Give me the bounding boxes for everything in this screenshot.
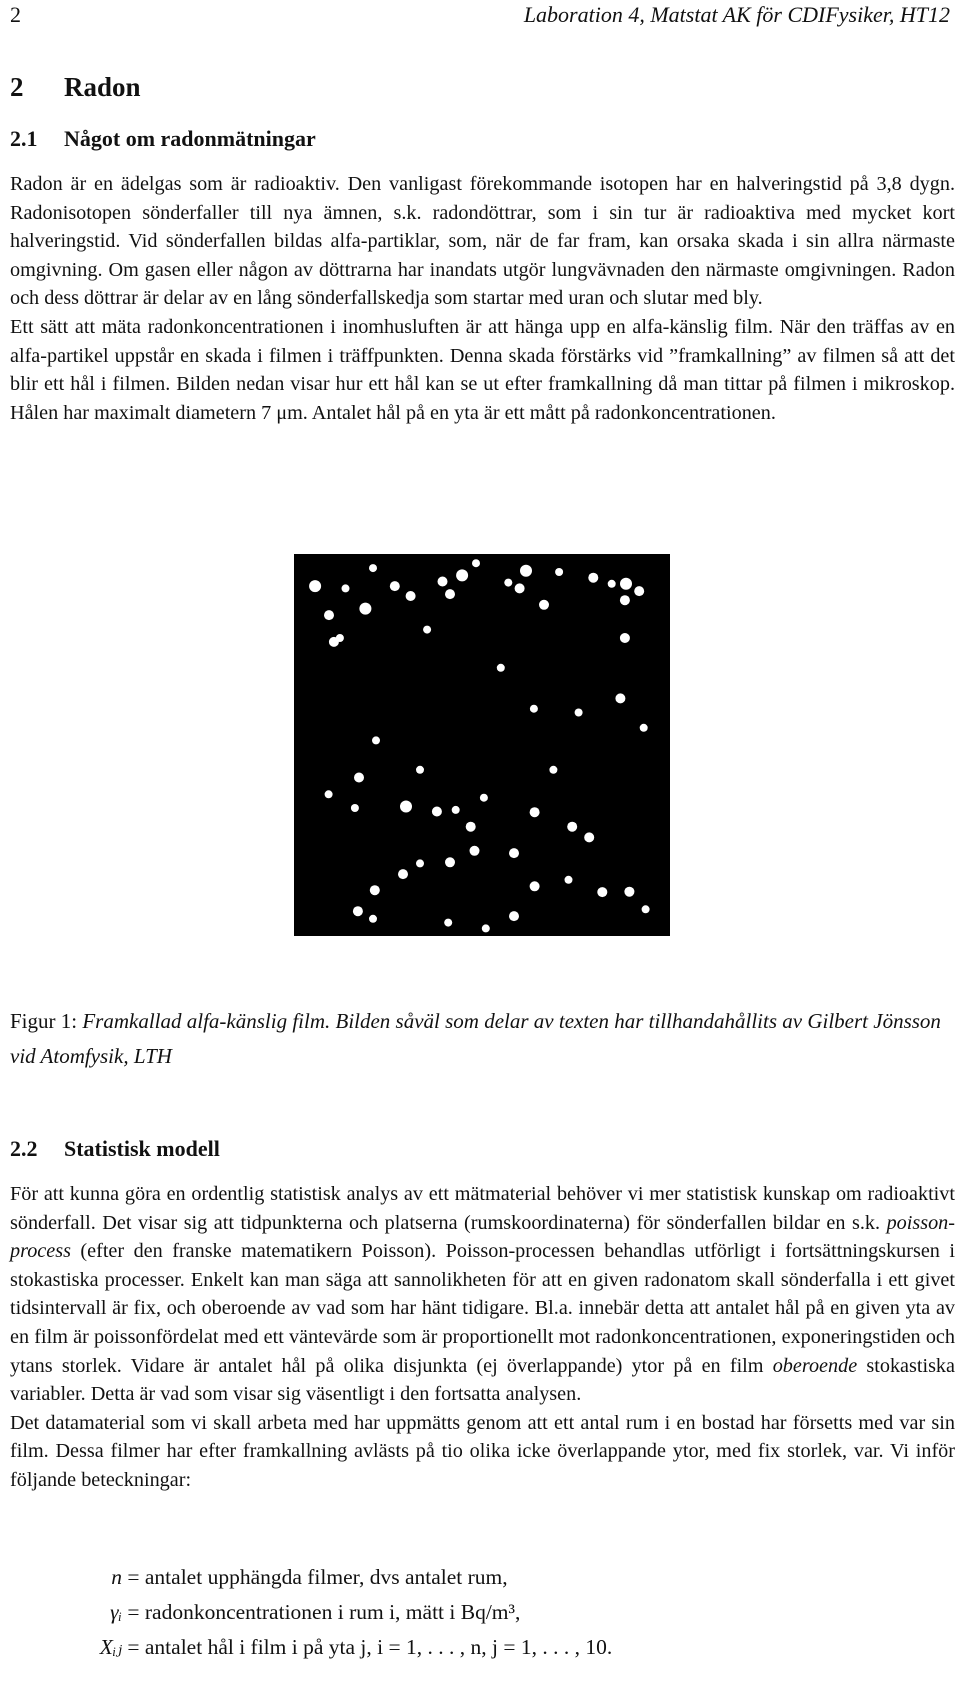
film-hole [597,887,607,897]
notation-definition: antalet upphängda filmer, dvs antalet rum, [144,1565,508,1589]
paragraph: Radon är en ädelgas som är radioaktiv. Den vanligast förekommande isotopen har en halveringstid på 3,8 dygn. Radonisotopen sönderfaller till nya ämnen, s.k. radondöttrar, som i sin tur är radioaktiva med mycket kort halveringstid. Vid sönderfallen bildas alfa-partiklar, som, när de far fram, kan orsaka skada i sin allra närmaste omgivning. Om gasen eller någon av döttrarna har inandats utgör lungvävnaden den närmaste omgivningen. Radon och dess döttrar är delar av en lång sönderfallskedja som startar med uran och slutar med bly. [10,173,955,310]
notation-row [60,1565,508,1590]
subsection-number: 2.1 [10,126,38,151]
film-hole [620,595,630,605]
film-hole [416,766,424,774]
subsection-heading [10,1136,220,1162]
paragraph [10,1180,955,1409]
equals-sign: = [127,1565,140,1589]
film-hole [351,804,359,812]
film-hole [539,600,549,610]
film-hole [615,693,625,703]
film-hole [390,581,400,591]
section-number: 2 [10,72,24,102]
text-run: stokastiska variabler. Detta är vad som visar sig väsentligt i den fortsatta analysen. [10,1354,955,1406]
film-hole [472,559,480,567]
subsection-title: Något om radonmätningar [64,126,316,151]
film-hole [530,881,540,891]
paragraph: Det datamaterial som vi skall arbeta med har uppmätts genom att ett antal rum i en bostad har försetts med var sin film. Dessa filmer har efter framkallning avlästs på tio olika icke överlappande ytor, med fix storlek, var. Vi inför följande beteckningar: [10,1411,955,1491]
film-hole [642,905,650,913]
subsection-number: 2.2 [10,1136,38,1161]
film-hole [309,580,321,592]
film-hole [497,664,505,672]
film-hole [445,857,455,867]
film-hole [624,887,634,897]
film-hole [620,578,632,590]
film-hole [608,580,616,588]
film-hole [588,573,598,583]
film-hole [432,807,442,817]
figure-label: Figur 1: [10,1009,78,1033]
film-hole [336,634,344,642]
section-title: Radon [64,72,141,102]
film-spots [294,554,670,936]
film-hole [515,583,525,593]
figure-caption [10,1004,955,1074]
text-run: (efter den franske matematikern Poisson). Poisson-processen behandlas utförligt i fortsättningskursen i stokastiska processer. Enkelt kan man säga att sannolikheten för att en given radonatom skall sönderfalla i ett givet tidsintervall är fix, och oberoende av vad som har hänt tidigare. Bl.a. innebär detta att antalet hål på en given yta av en film är poissonfördelat med ett väntevärde som är proportionellt mot radonkoncentrationen, exponeringstiden och ytans storlek. Vidare är antalet hål på olika disjunkta (ej överlappande) ytor på en film [10,1240,955,1377]
film-hole [342,584,350,592]
film-hole [634,586,644,596]
film-hole [372,736,380,744]
text-run: För att kunna göra en ordentlig statistisk analys av ett mätmaterial behöver vi mer statistisk kunskap om radioaktivt sönderfall. Det visar sig att tidpunkterna och platserna (rumskoordinaterna) för sönderfallen bildar en s.k. [10,1183,955,1234]
subsection-title: Statistisk modell [64,1136,220,1161]
film-hole [416,859,424,867]
notation-symbol: Xᵢⱼ [99,1635,122,1659]
model-text [10,1180,955,1495]
film-hole [445,589,455,599]
film-hole [565,876,573,884]
film-hole [482,924,490,932]
emphasis-oberoende: oberoende [772,1354,858,1377]
film-hole [520,565,532,577]
notation-symbol: n [111,1565,122,1589]
film-hole [324,610,334,620]
notation-symbol: γᵢ [110,1600,122,1624]
film-hole [452,806,460,814]
film-hole [480,794,488,802]
film-hole [567,822,577,832]
film-hole [549,766,557,774]
film-hole [530,807,540,817]
film-hole [509,911,519,921]
intro-text [10,170,955,427]
film-hole [400,801,412,813]
figure-caption-text: Framkallad alfa-känslig film. Bilden såväl som delar av texten har tillhandahållits av Gilbert Jönsson vid Atomfysik, LTH [10,1009,941,1068]
film-hole [509,848,519,858]
page-number: 2 [10,2,21,27]
film-hole [466,822,476,832]
film-hole [369,915,377,923]
film-hole [456,569,468,581]
film-hole [470,846,480,856]
term-poisson-process: poisson-process [10,1211,955,1263]
film-hole [423,626,431,634]
film-hole [504,579,512,587]
film-hole [353,906,363,916]
film-hole [438,577,448,587]
film-hole [398,869,408,879]
alpha-film-image [294,554,670,936]
film-hole [354,773,364,783]
notation-definition: antalet hål i film i på yta j, i = 1, . . . , n, j = 1, . . . , 10. [144,1635,613,1659]
film-hole [575,709,583,717]
film-hole [555,568,563,576]
film-hole [325,790,333,798]
section-heading [10,72,141,103]
film-hole [530,705,538,713]
equals-sign: = [127,1600,140,1624]
film-hole [640,724,648,732]
film-hole [369,564,377,572]
film-hole [444,919,452,927]
paragraph: Ett sätt att mäta radonkoncentrationen i inomhusluften är att hänga upp en alfa-känslig film. När den träffas av en alfa-partikel uppstår en skada i filmen i träffpunkten. Denna skada förstärks vid ”framkallning” av filmen så att det blir ett hål i filmen. Bilden nedan visar hur ett hål kan se ut efter framkallning då man tittar på filmen i mikroskop. Hålen har maximalt diametern 7 μm. Antalet hål på en yta är ett mått på radonkoncentrationen. [10,315,955,424]
film-hole [406,591,416,601]
running-title: Laboration 4, Matstat AK för CDIFysiker, HT12 [523,2,950,27]
film-hole [584,832,594,842]
subsection-heading [10,126,316,152]
notation-row [60,1600,520,1625]
notation-row [60,1635,612,1660]
notation-definition: radonkoncentrationen i rum i, mätt i Bq/m³, [144,1600,521,1624]
film-hole [370,885,380,895]
equals-sign: = [127,1635,140,1659]
film-hole [620,633,630,643]
film-hole [359,603,371,615]
